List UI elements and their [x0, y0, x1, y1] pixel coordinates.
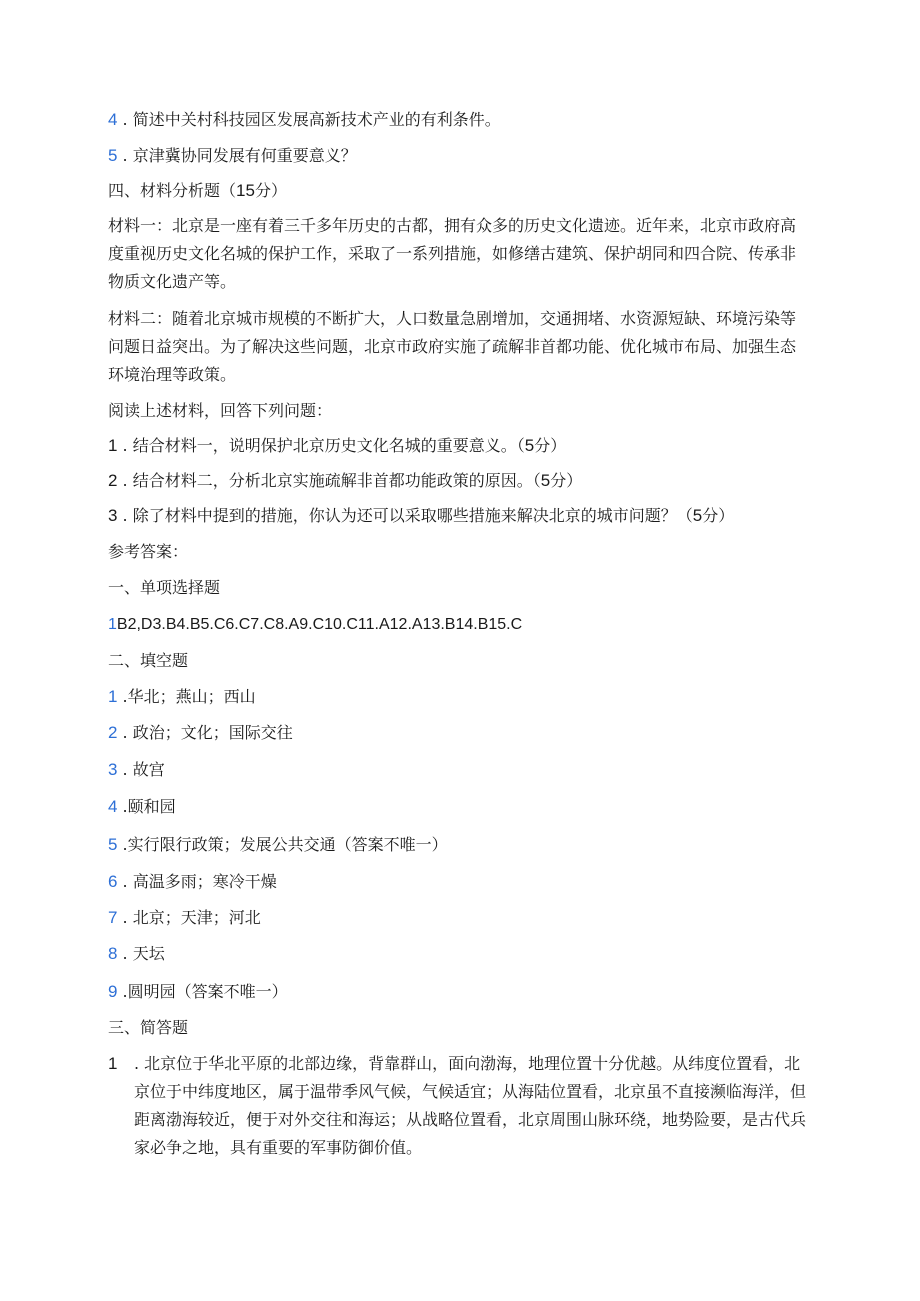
fill-answer: 4 .颐和园: [108, 797, 176, 816]
mc-section-title: 一、单项选择题: [108, 578, 221, 597]
mc-answers: 1B2,D3.B4.B5.C6.C7.C8.A9.C10.C11.A12.A13.B14.B15.C: [108, 616, 523, 633]
fill-answer: 7 . 北京；天津；河北: [108, 908, 261, 927]
question-5: [108, 143, 357, 169]
material-one: 材料一：北京是一座有着三千多年历史的古都，拥有众多的历史文化遗迹。近年来，北京市政府高度重视历史文化名城的保护工作，采取了一系列措施，如修缮古建筑、保护胡同和四合院、传承非物质文化遗产等。: [108, 216, 797, 291]
reading-prompt: 阅读上述材料，回答下列问题：: [108, 401, 333, 420]
section-title: 四、材料分析题（15分）: [108, 181, 287, 200]
fill-answer: 6 . 高温多雨；寒冷干燥: [108, 872, 277, 891]
question-text: . 京津冀协同发展有何重要意义？: [117, 146, 357, 165]
short-answer-section-title: 三、简答题: [108, 1018, 189, 1037]
question-text: . 简述中关村科技园区发展高新技术产业的有利条件。: [117, 110, 501, 129]
short-answer-1: [108, 1050, 808, 1162]
short-answer-number: 1: [108, 1054, 118, 1073]
question-4: [108, 107, 501, 133]
material-two: 材料二：随着北京城市规模的不断扩大，人口数量急剧增加，交通拥堵、水资源短缺、环境污染等问题日益突出。为了解决这些问题，北京市政府实施了疏解非首都功能、优化城市布局、加强生态环境治理等政策。: [108, 309, 797, 384]
fill-answer: 2 . 政治；文化；国际交往: [108, 723, 293, 742]
fill-answer: 1 .华北；燕山；西山: [108, 687, 256, 706]
short-answer-text: . 北京位于华北平原的北部边缘，背靠群山，面向渤海，地理位置十分优越。从纬度位置看，北京位于中纬度地区，属于温带季风气候，气候适宜；从海陆位置看，北京虽不直接濒临海洋，但距离渤海较近，便于对外交往和海运；从战略位置看，北京周围山脉环绕，地势险要，是古代兵家必争之地，具有重要的军事防御价值。: [134, 1054, 807, 1157]
fill-answer: 9 .圆明园（答案不唯一）: [108, 982, 288, 1001]
material-question-1: 1 . 结合材料一，说明保护北京历史文化名城的重要意义。（5分）: [108, 436, 567, 455]
fill-section-title: 二、填空题: [108, 651, 189, 670]
question-number: 5: [108, 146, 118, 165]
question-number: 4: [108, 110, 118, 129]
fill-answer: 8 . 天坛: [108, 944, 165, 963]
material-question-2: 2 . 结合材料二，分析北京实施疏解非首都功能政策的原因。（5分）: [108, 471, 583, 490]
fill-answer: 3 . 故宫: [108, 760, 165, 779]
fill-answer: 5 .实行限行政策；发展公共交通（答案不唯一）: [108, 835, 448, 854]
answers-title: 参考答案：: [108, 542, 189, 561]
material-question-3: 3 . 除了材料中提到的措施，你认为还可以采取哪些措施来解决北京的城市问题？（5分）: [108, 506, 735, 525]
